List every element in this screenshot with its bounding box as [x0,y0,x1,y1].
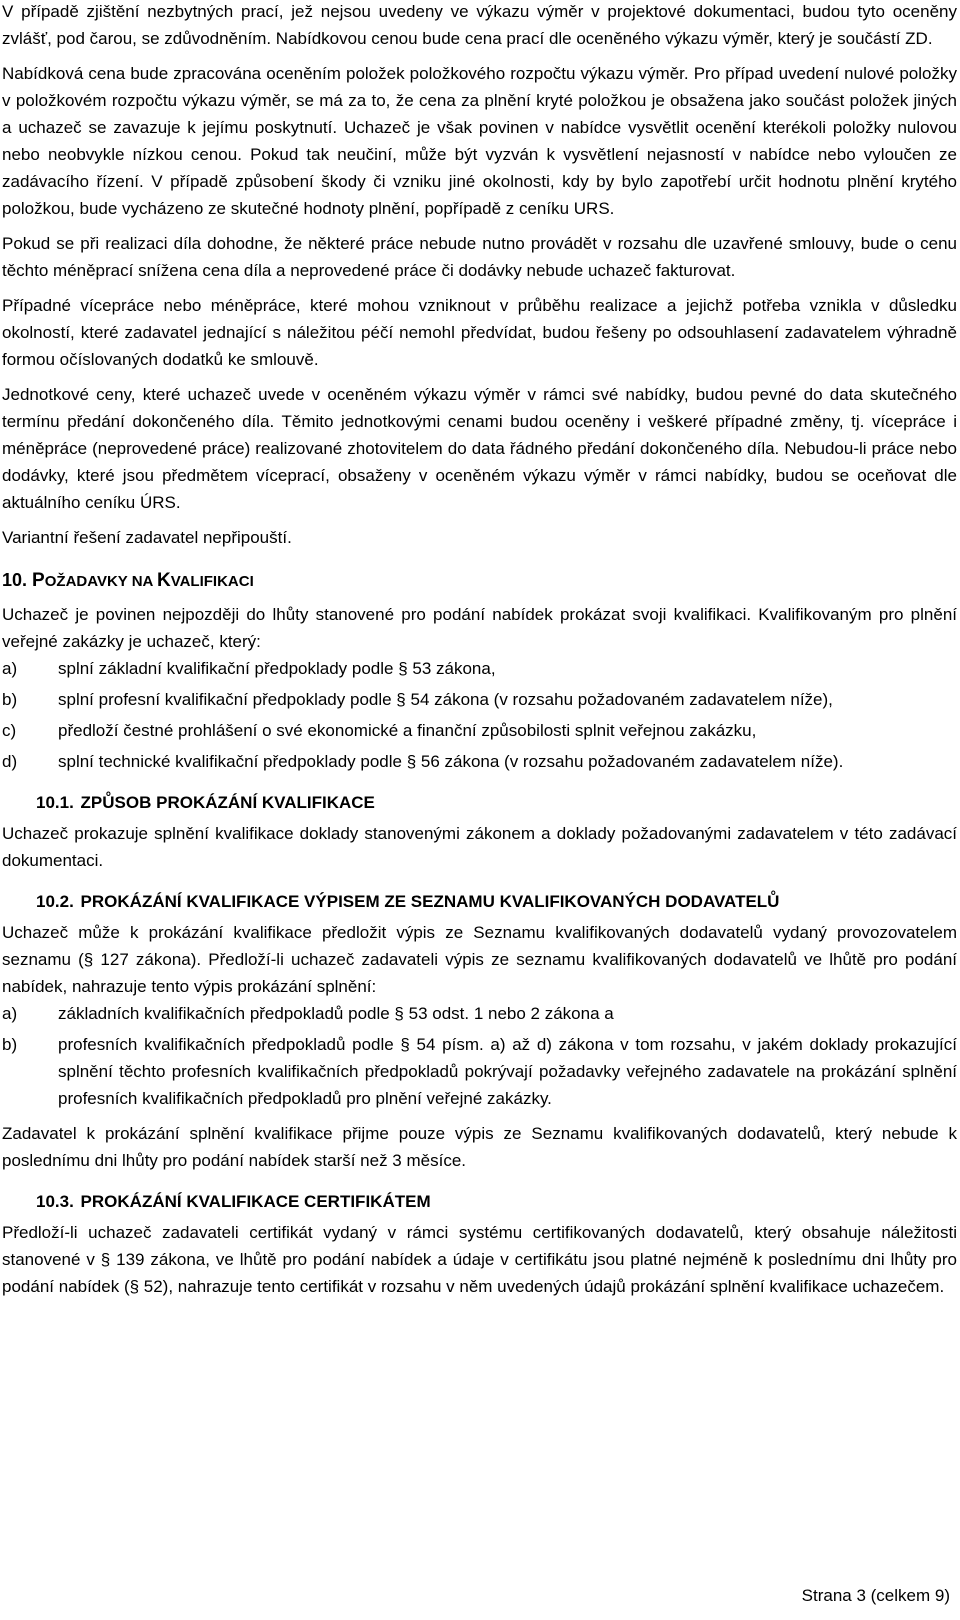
list-marker: b) [2,1035,18,1054]
section-heading-10-3 [36,1188,957,1215]
list-item [2,686,957,713]
list-marker: b) [2,690,18,709]
section-10-1-text: Uchazeč prokazuje splnění kvalifikace doklady stanovenými zákonem a doklady požadovanými zadavatelem v této zadávací dokumentaci. [2,824,957,870]
section-title-initial: P [32,570,45,591]
list-item-text: předloží čestné prohlášení o své ekonomické a finanční způsobilosti splnit veřejnou zakázku, [58,721,757,740]
section-10-intro: Uchazeč je povinen nejpozději do lhůty stanovené pro podání nabídek prokázat svoji kvalifikaci. Kvalifikovaným pro plnění veřejné zakázky je uchazeč, který: [2,605,957,651]
replacement-list [2,1000,957,1112]
list-marker: a) [2,659,18,678]
section-heading-10-1 [36,789,957,816]
section-title: PROKÁZÁNÍ KVALIFIKACE VÝPISEM ZE SEZNAMU KVALIFIKOVANÝCH DODAVATELŮ [80,892,780,911]
paragraph-extra-work: V případě zjištění nezbytných prací, jež nejsou uvedeny ve výkazu výměr v projektové dokumentaci, budou tyto oceněny zvlášť, pod čarou, se zdůvodněním. Nabídkovou cenou bude cena prací dle oceněného výkazu výměr, který je součástí ZD. [2,2,957,48]
section-title-initial-2: K [156,570,171,591]
section-number: 10.2. [36,892,74,911]
list-item-text: splní technické kvalifikační předpoklady podle § 56 zákona (v rozsahu požadovaném zadavatelem níže). [58,752,844,771]
list-item [2,655,957,682]
list-marker: d) [2,752,18,771]
qualification-list [2,655,957,775]
section-title-part-2: VALIFIKACI [170,573,254,590]
list-item [2,717,957,744]
section-heading-10 [2,567,957,595]
section-10-2-closing: Zadavatel k prokázání splnění kvalifikace přijme pouze výpis ze Seznamu kvalifikovaných dodavatelů, který nebude k poslednímu dni lhůty pro podání nabídek starší než 3 měsíce. [2,1124,957,1170]
list-item-text: profesních kvalifikačních předpokladů podle § 54 písm. a) až d) zákona v tom rozsahu, v jakém doklady prokazující splnění těchto profesních kvalifikačních předpokladů pokrývají požadavky veřejného zadavatele na prokázání splnění profesních kvalifikačních předpokladů pro plnění veřejné zakázky. [58,1035,957,1108]
section-number: 10. [2,570,28,590]
list-item-text: základních kvalifikačních předpokladů podle § 53 odst. 1 nebo 2 zákona a [58,1004,614,1023]
paragraph-reduced-work: Pokud se při realizaci díla dohodne, že některé práce nebude nutno provádět v rozsahu dle uzavřené smlouvy, bude o cenu těchto méněprací snížena cena díla a neprovedené práce či dodávky nebude uchazeč fakturovat. [2,234,957,280]
list-item [2,1000,957,1027]
document-body [2,0,957,1308]
section-number: 10.1. [36,793,74,812]
section-title: PROKÁZÁNÍ KVALIFIKACE CERTIFIKÁTEM [80,1192,431,1211]
list-marker: a) [2,1004,18,1023]
section-number: 10.3. [36,1192,74,1211]
list-item-text: splní profesní kvalifikační předpoklady podle § 54 zákona (v rozsahu požadovaném zadavatelem níže), [58,690,833,709]
list-marker: c) [2,721,17,740]
paragraph-variants: Variantní řešení zadavatel nepřipouští. [2,528,292,547]
list-item [2,748,957,775]
paragraph-unit-prices: Jednotkové ceny, které uchazeč uvede v oceněném výkazu výměr v rámci své nabídky, budou pevné do data skutečného termínu předání dokončeného díla. Těmito jednotkovými cenami budou oceněny i veškeré případné změny, tj. vícepráce i méněpráce (neprovedené práce) realizované zhotovitelem do data řádného předání dokončeného díla. Nebudou-li práce nebo dodávky, které jsou předmětem víceprací, obsaženy v oceněném výkazu výměr v rámci nabídky, budou se oceňovat dle aktuálního ceníku ÚRS. [2,385,957,512]
paragraph-additional-work: Případné vícepráce nebo méněpráce, které mohou vzniknout v průběhu realizace a jejichž potřeba vznikla v důsledku okolností, které zadavatel jednající s náležitou péčí nemohl předvídat, budou řešeny po odsouhlasení zadavatelem výhradně formou očíslovaných dodatků ke smlouvě. [2,296,957,369]
section-heading-10-2 [36,888,957,915]
list-item [2,1031,957,1112]
paragraph-bid-price: Nabídková cena bude zpracována oceněním položek položkového rozpočtu výkazu výměr. Pro případ uvedení nulové položky v položkovém rozpočtu výkazu výměr, se má za to, že cena za plnění kryté položkou je obsažena jako součást položek jiných a uchazeč se zavazuje k jejímu poskytnutí. Uchazeč je však povinen v nabídce vysvětlit ocenění kterékoli položky nulovou nebo neobvykle nízkou cenou. Pokud tak neučiní, může být vyzván k vysvětlení nejasností v nabídce nebo vyloučen ze zadávacího řízení. V případě způsobení škody či vzniku jiné okolnosti, kdy by bylo zapotřebí určit hodnotu plnění krytého položkou, bude vycházeno ze skutečné hodnoty plnění, popřípadě z ceníku URS. [2,64,957,218]
page-number-footer: Strana 3 (celkem 9) [801,1586,950,1605]
section-10-2-intro: Uchazeč může k prokázání kvalifikace předložit výpis ze Seznamu kvalifikovaných dodavatelů vydaný provozovatelem seznamu (§ 127 zákona). Předloží-li uchazeč zadavateli výpis ze seznamu kvalifikovaných dodavatelů ve lhůtě pro podání nabídek, nahrazuje tento výpis prokázání splnění: [2,923,957,996]
section-10-3-text: Předloží-li uchazeč zadavateli certifikát vydaný v rámci systému certifikovaných dodavatelů, který obsahuje náležitosti stanovené v § 139 zákona, ve lhůtě pro podání nabídek a údaje v certifikátu jsou platné nejméně k poslednímu dni lhůty pro podání nabídek (§ 52), nahrazuje tento certifikát v rozsahu v něm uvedených údajů prokázání splnění kvalifikace uchazečem. [2,1223,957,1296]
section-title-part: OŽADAVKY NA [44,573,157,590]
section-title: ZPŮSOB PROKÁZÁNÍ KVALIFIKACE [80,793,375,812]
list-item-text: splní základní kvalifikační předpoklady podle § 53 zákona, [58,659,496,678]
